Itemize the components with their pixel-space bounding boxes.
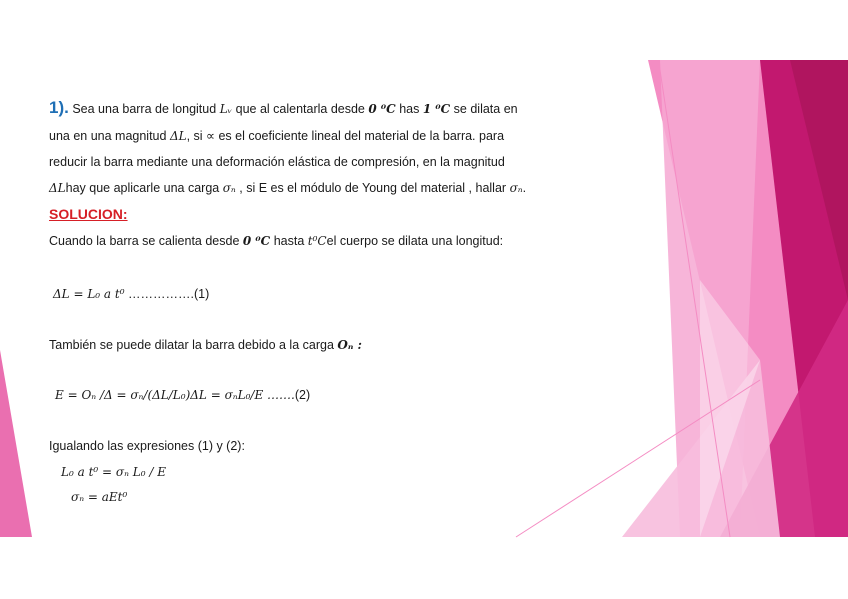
equation-3 (61, 464, 166, 480)
math-delta-l: ΔL (169, 129, 187, 143)
text: se dilata en (453, 102, 518, 116)
problem-line-2 (49, 128, 504, 144)
text: hay que aplicarle una carga (65, 181, 220, 195)
math-temp-1: 1 ⁰C (422, 102, 451, 116)
text: que al calentarla desde (235, 102, 365, 116)
equation-1 (53, 286, 209, 302)
text: una en una magnitud (49, 129, 167, 143)
text: , si E es el módulo de Young del material , hallar (239, 181, 507, 195)
text: reducir la barra mediante una deformación elástica de compresión, en la magnitud (49, 155, 505, 169)
equation-3-math: L₀ a t⁰ = σₙ L₀ / E (61, 465, 166, 479)
equation-2-math: E = Oₙ /Δ = σₙ/(ΔL/L₀)ΔL = σₙL₀/E ……. (55, 388, 295, 402)
solution-line-3: Igualando las expresiones (1) y (2): (49, 439, 245, 453)
solution-line-1 (49, 233, 503, 249)
math-delta-l: ΔL (49, 181, 66, 195)
problem-line-1 (49, 98, 518, 119)
problem-number: 1). (49, 98, 69, 117)
left-pink-triangle (0, 350, 32, 537)
problem-line-3 (49, 154, 505, 170)
equation-2-number: (2) (294, 388, 311, 402)
problem-line-4 (49, 180, 526, 196)
equation-4 (71, 489, 127, 505)
text: el cuerpo se dilata una longitud: (326, 234, 504, 248)
text: hasta (273, 234, 305, 248)
math-temp-t: t⁰C (307, 234, 327, 248)
text: También se puede dilatar la barra debido a la carga (49, 338, 334, 352)
solution-title: SOLUCION: (49, 206, 128, 222)
math-sigma: σₙ (222, 181, 236, 195)
equation-2 (55, 387, 310, 403)
math-length: Lᵥ (219, 102, 233, 116)
text: has (399, 102, 420, 116)
text: . (522, 181, 527, 195)
solution-line-2 (49, 337, 362, 353)
math-sigma: σₙ (509, 181, 523, 195)
text: Cuando la barra se calienta desde (49, 234, 240, 248)
equation-1-number: …………….(1) (128, 287, 210, 301)
equation-1-math: ΔL = L₀ a t⁰ (53, 287, 125, 301)
text: Sea una barra de longitud (72, 102, 217, 116)
equation-4-math: σₙ = aEt⁰ (71, 490, 128, 504)
math-load: Oₙ : (337, 338, 362, 352)
math-temp-0: 0 ⁰C (242, 234, 271, 248)
text: , si ∝ es el coeficiente lineal del material de la barra. para (186, 129, 505, 143)
math-temp-0: 0 ⁰C (368, 102, 396, 116)
